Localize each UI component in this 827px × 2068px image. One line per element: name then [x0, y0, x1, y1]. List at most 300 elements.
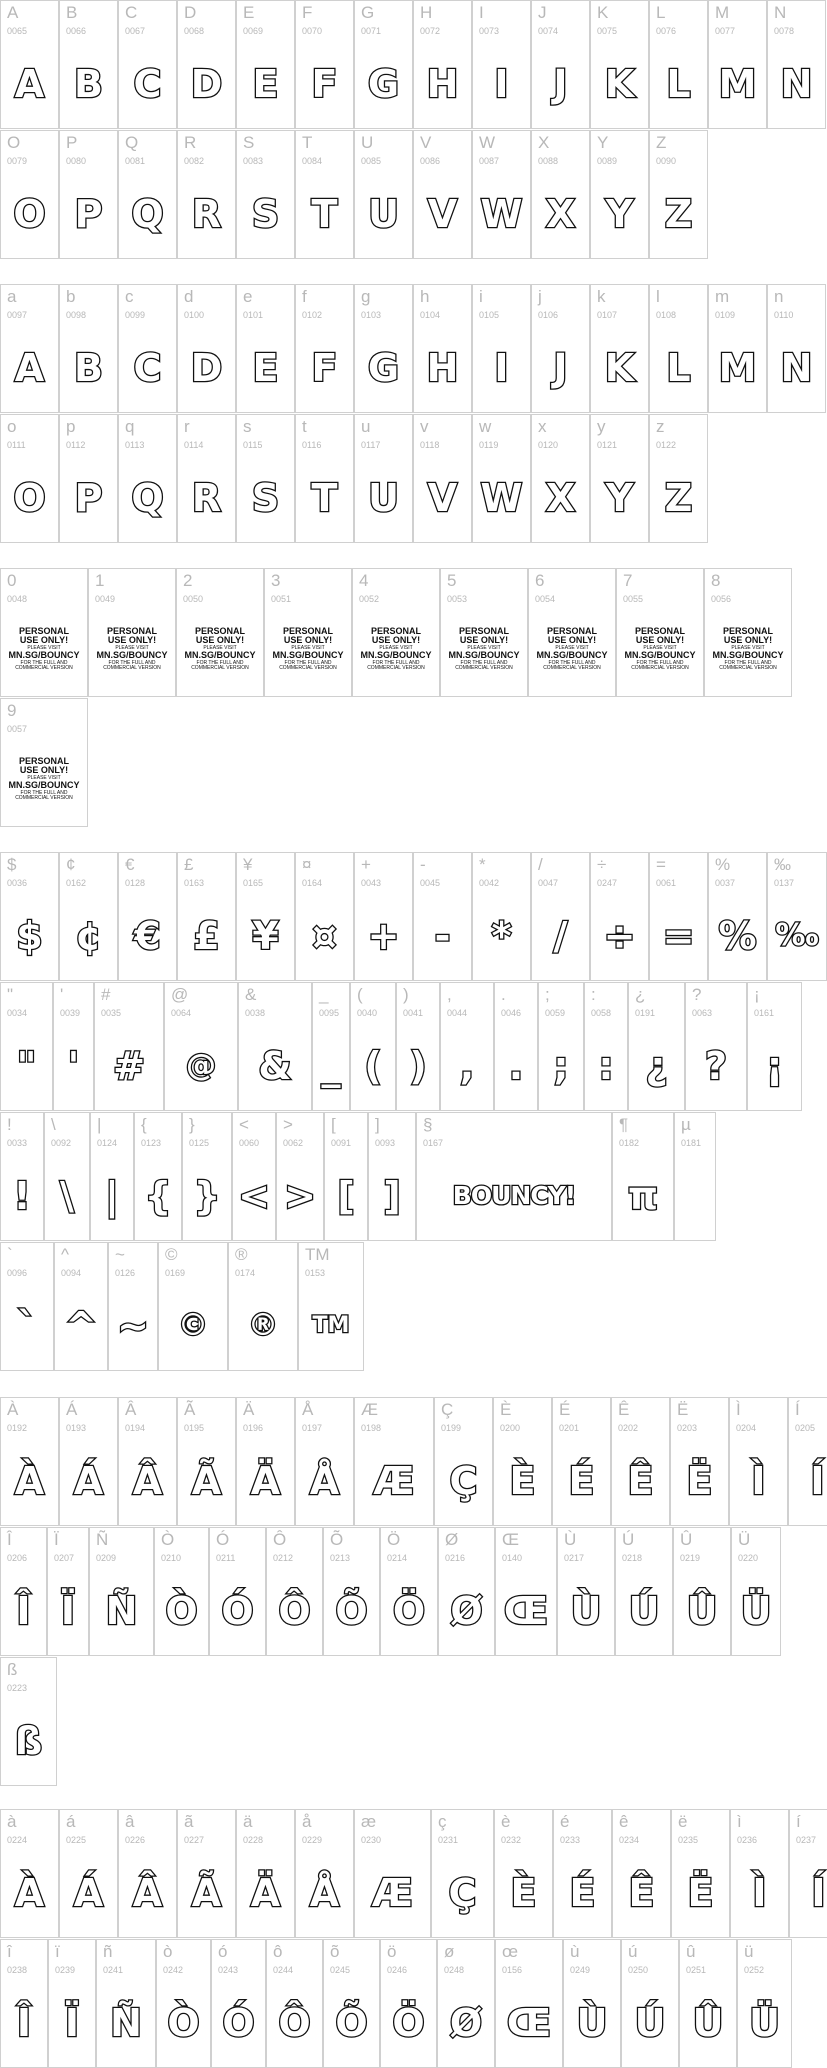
- glyph-code-label: 0140: [502, 1553, 523, 1563]
- glyph-char-label: ï: [55, 1942, 60, 1961]
- notice-line-3: PLEASE VISIT: [27, 644, 61, 651]
- glyph-cell-á-0193: [59, 1397, 118, 1526]
- glyph-char-label: E: [243, 3, 255, 22]
- glyph-code-label: 0035: [101, 1008, 122, 1018]
- glyph-preview: Æ: [371, 1870, 414, 1915]
- glyph-cell-inverted-exclamation-0161: [747, 982, 802, 1111]
- glyph-preview: ,: [459, 1043, 475, 1088]
- glyph-char-label: Ä: [243, 1400, 255, 1419]
- glyph-preview: Œ: [506, 2000, 552, 2045]
- glyph-cell-ï-0239: [48, 1939, 96, 2068]
- glyph-cell-ô-0244: [266, 1939, 323, 2068]
- glyph-preview: Ñ: [105, 1588, 138, 1633]
- glyph-char-label: ]: [375, 1115, 380, 1134]
- glyph-cell-í-0237: [789, 1809, 827, 1938]
- glyph-char-label: æ: [361, 1812, 377, 1831]
- glyph-code-label: 0218: [622, 1553, 643, 1563]
- glyph-code-label: 0110: [774, 310, 794, 320]
- glyph-preview: Á: [73, 1870, 104, 1915]
- glyph-preview: V: [427, 191, 458, 236]
- glyph-char-label: H: [420, 3, 433, 22]
- glyph-char-label: K: [597, 3, 609, 22]
- glyph-code-label: 0200: [500, 1423, 521, 1433]
- glyph-cell-m-0077: [708, 0, 767, 129]
- glyph-code-label: 0201: [559, 1423, 580, 1433]
- glyph-code-label: 0083: [243, 156, 264, 166]
- glyph-preview: Ö: [392, 1588, 426, 1633]
- glyph-code-label: 0193: [66, 1423, 87, 1433]
- glyph-char-label: Ø: [445, 1530, 459, 1549]
- glyph-cell-â-0194: [118, 1397, 177, 1526]
- glyph-char-label: ì: [737, 1812, 742, 1831]
- glyph-code-label: 0082: [184, 156, 205, 166]
- glyph-code-label: 0231: [438, 1835, 459, 1845]
- glyph-code-label: 0107: [597, 310, 618, 320]
- glyph-preview: {: [144, 1173, 172, 1218]
- glyph-code-label: 0234: [619, 1835, 640, 1845]
- glyph-preview: /: [553, 913, 568, 958]
- glyph-preview: Ë: [686, 1458, 713, 1503]
- glyph-cell-q-0113: [118, 414, 177, 543]
- glyph-char-label: W: [479, 133, 496, 152]
- glyph-preview: E: [252, 61, 279, 106]
- glyph-code-label: 0046: [501, 1008, 522, 1018]
- glyph-preview: Î: [16, 1588, 31, 1633]
- glyph-code-label: 0103: [361, 310, 382, 320]
- notice-line-1: PERSONAL: [458, 626, 509, 636]
- glyph-char-label: û: [686, 1942, 696, 1961]
- glyph-code-label: 0048: [7, 594, 28, 604]
- glyph-cell-á-0225: [59, 1809, 118, 1938]
- glyph-code-label: 0113: [125, 440, 145, 450]
- glyph-cell-e-0101: [236, 284, 295, 413]
- glyph-cell-ø-0248: [437, 1939, 495, 2068]
- glyph-cell-underscore-0095: [312, 982, 350, 1111]
- glyph-code-label: 0207: [54, 1553, 75, 1563]
- notice-line-1: PERSONAL: [634, 626, 685, 636]
- glyph-cell-bracket-close-0093: [368, 1112, 416, 1241]
- glyph-code-label: 0199: [441, 1423, 462, 1433]
- personal-use-notice: [353, 627, 439, 671]
- glyph-char-label: R: [184, 133, 197, 152]
- glyph-char-label: S: [243, 133, 255, 152]
- glyph-preview: [675, 1157, 715, 1234]
- glyph-char-label: r: [184, 417, 190, 436]
- glyph-char-label: å: [302, 1812, 312, 1831]
- glyph-cell-tilde-0126: [108, 1242, 158, 1371]
- glyph-char-label: ë: [678, 1812, 688, 1831]
- notice-line-1: PERSONAL: [370, 626, 421, 636]
- glyph-preview: L: [666, 61, 691, 106]
- notice-line-5: FOR THE FULL AND: [636, 659, 684, 666]
- glyph-char-label: ^: [61, 1245, 69, 1264]
- glyph-preview: F: [311, 61, 338, 106]
- glyph-code-label: 0085: [361, 156, 382, 166]
- glyph-cell-ß-0223: [0, 1657, 57, 1786]
- glyph-preview: W: [480, 475, 523, 520]
- glyph-char-label: -: [420, 855, 426, 874]
- glyph-code-label: 0233: [560, 1835, 581, 1845]
- glyph-code-label: 0128: [125, 878, 146, 888]
- glyph-preview: BOUNCY!: [452, 1181, 576, 1210]
- glyph-char-label: q: [125, 417, 135, 436]
- glyph-preview: C: [133, 61, 162, 106]
- glyph-char-label: ö: [387, 1942, 397, 1961]
- notice-line-4: MN.SG/BOUNCY: [8, 780, 80, 791]
- glyph-preview: ©: [178, 1307, 208, 1343]
- notice-line-6: COMMERCIAL VERSION: [15, 664, 73, 671]
- glyph-preview: Ú: [628, 1588, 660, 1633]
- notice-line-6: COMMERCIAL VERSION: [191, 664, 249, 671]
- glyph-preview: £: [193, 913, 220, 958]
- glyph-preview: Q: [131, 475, 164, 520]
- glyph-cell-semicolon-0059: [538, 982, 584, 1111]
- glyph-code-label: 0167: [423, 1138, 444, 1148]
- glyph-char-label: i: [479, 287, 483, 306]
- glyph-cell-divide-0247: [590, 852, 649, 981]
- glyph-cell-d-0068: [177, 0, 236, 129]
- personal-use-notice: [1, 627, 87, 671]
- glyph-char-label: <: [239, 1115, 249, 1134]
- glyph-char-label: 9: [7, 701, 17, 720]
- glyph-cell-õ-0213: [323, 1527, 380, 1656]
- glyph-char-label: ©: [165, 1245, 178, 1264]
- notice-line-4: MN.SG/BOUNCY: [360, 650, 432, 661]
- glyph-code-label: 0245: [330, 1965, 351, 1975]
- glyph-preview: Û: [692, 2000, 724, 2045]
- glyph-preview: U: [368, 475, 399, 520]
- notice-line-5: FOR THE FULL AND: [108, 659, 156, 666]
- glyph-char-label: g: [361, 287, 371, 306]
- glyph-char-label: I: [479, 3, 484, 22]
- glyph-code-label: 0121: [597, 440, 618, 450]
- glyph-code-label: 0055: [623, 594, 644, 604]
- glyph-char-label: Z: [656, 133, 667, 152]
- glyph-code-label: 0123: [141, 1138, 162, 1148]
- glyph-cell-x-0088: [531, 130, 590, 259]
- glyph-code-label: 0092: [51, 1138, 72, 1148]
- glyph-char-label: Ô: [273, 1530, 287, 1549]
- glyph-cell-b-0098: [59, 284, 118, 413]
- glyph-preview: Œ: [503, 1588, 549, 1633]
- glyph-char-label: è: [501, 1812, 511, 1831]
- glyph-cell-å-0229: [295, 1809, 354, 1938]
- glyph-char-label: F: [302, 3, 313, 22]
- glyph-preview: P: [74, 475, 103, 520]
- glyph-code-label: 0120: [538, 440, 559, 450]
- glyph-preview: X: [545, 191, 576, 236]
- notice-line-4: MN.SG/BOUNCY: [536, 650, 608, 661]
- glyph-preview: Ó: [221, 1588, 254, 1633]
- glyph-preview: H: [426, 61, 459, 106]
- glyph-preview: X: [545, 475, 576, 520]
- glyph-code-label: 0104: [420, 310, 441, 320]
- glyph-code-label: 0219: [680, 1553, 701, 1563]
- glyph-char-label: Y: [597, 133, 609, 152]
- glyph-preview: Â: [132, 1458, 163, 1503]
- glyph-cell-œ-0140: [495, 1527, 557, 1656]
- glyph-cell-u-0117: [354, 414, 413, 543]
- glyph-char-label: @: [171, 985, 189, 1004]
- glyph-preview: A: [14, 345, 45, 390]
- notice-line-2: USE ONLY!: [723, 635, 773, 646]
- glyph-cell-ú-0218: [615, 1527, 673, 1656]
- glyph-cell-a-0097: [0, 284, 59, 413]
- glyph-cell-ù-0249: [563, 1939, 621, 2068]
- glyph-code-label: 0100: [184, 310, 205, 320]
- glyph-char-label: à: [7, 1812, 17, 1831]
- glyph-preview: .: [508, 1043, 524, 1088]
- glyph-char-label: ;: [545, 985, 550, 1004]
- glyph-preview: ¡: [765, 1043, 784, 1088]
- glyph-cell-ê-0234: [612, 1809, 671, 1938]
- glyph-code-label: 0247: [597, 878, 618, 888]
- glyph-code-label: 0217: [564, 1553, 585, 1563]
- glyph-code-label: 0124: [97, 1138, 118, 1148]
- glyph-char-label: Û: [680, 1530, 693, 1549]
- glyph-char-label: 6: [535, 571, 545, 590]
- glyph-cell-à-0224: [0, 1809, 59, 1938]
- glyph-cell-colon-0058: [584, 982, 628, 1111]
- glyph-code-label: 0235: [678, 1835, 699, 1845]
- glyph-char-label: µ: [681, 1115, 691, 1134]
- glyph-cell-copyright-0169: [158, 1242, 228, 1371]
- glyph-cell-å-0197: [295, 1397, 354, 1526]
- glyph-char-label: a: [7, 287, 17, 306]
- notice-line-4: MN.SG/BOUNCY: [624, 650, 696, 661]
- glyph-code-label: 0105: [479, 310, 500, 320]
- notice-line-2: USE ONLY!: [371, 635, 421, 646]
- glyph-char-label: Ã: [184, 1400, 196, 1419]
- glyph-cell-é-0233: [553, 1809, 612, 1938]
- glyph-preview: =: [662, 913, 695, 958]
- glyph-char-label: G: [361, 3, 375, 22]
- glyph-cell-õ-0245: [323, 1939, 380, 2068]
- notice-line-1: PERSONAL: [282, 626, 333, 636]
- glyph-char-label: ‰: [774, 855, 791, 874]
- glyph-code-label: 0181: [681, 1138, 702, 1148]
- notice-line-2: USE ONLY!: [635, 635, 685, 646]
- glyph-preview: B: [74, 61, 103, 106]
- glyph-code-label: 0116: [302, 440, 322, 450]
- notice-line-3: PLEASE VISIT: [291, 644, 325, 651]
- glyph-cell-paren-open-0040: [350, 982, 396, 1111]
- glyph-code-label: 0061: [656, 878, 677, 888]
- glyph-char-label: P: [66, 133, 78, 152]
- glyph-code-label: 0250: [628, 1965, 649, 1975]
- glyph-cell-pound-0163: [177, 852, 236, 981]
- glyph-cell-ç-0199: [434, 1397, 493, 1526]
- glyph-code-label: 0042: [479, 878, 500, 888]
- glyph-preview: T: [311, 191, 338, 236]
- glyph-preview: ): [409, 1043, 427, 1088]
- glyph-code-label: 0039: [60, 1008, 81, 1018]
- glyph-cell-m-0109: [708, 284, 767, 413]
- glyph-preview: ^: [65, 1303, 97, 1348]
- glyph-code-label: 0049: [95, 594, 116, 604]
- glyph-char-label: .: [501, 985, 506, 1004]
- glyph-char-label: U: [361, 133, 374, 152]
- glyph-char-label: ä: [243, 1812, 253, 1831]
- glyph-code-label: 0034: [7, 1008, 28, 1018]
- glyph-cell-k-0075: [590, 0, 649, 129]
- glyph-cell-ö-0246: [380, 1939, 437, 2068]
- personal-use-notice: [705, 627, 791, 671]
- glyph-char-label: Ò: [161, 1530, 175, 1549]
- notice-line-4: MN.SG/BOUNCY: [448, 650, 520, 661]
- glyph-cell-ampersand-0038: [238, 982, 312, 1111]
- glyph-preview: O: [13, 475, 46, 520]
- glyph-char-label: 7: [623, 571, 633, 590]
- glyph-preview: Â: [132, 1870, 163, 1915]
- glyph-preview: (: [364, 1043, 382, 1088]
- glyph-char-label: Ç: [441, 1400, 454, 1419]
- glyph-char-label: É: [559, 1400, 571, 1419]
- glyph-char-label: ¡: [754, 985, 760, 1004]
- notice-line-1: PERSONAL: [18, 756, 69, 766]
- notice-line-4: MN.SG/BOUNCY: [712, 650, 784, 661]
- glyph-cell-l-0076: [649, 0, 708, 129]
- glyph-preview: Î: [16, 2000, 32, 2045]
- glyph-cell-q-0081: [118, 130, 177, 259]
- glyph-cell-é-0201: [552, 1397, 611, 1526]
- notice-line-4: MN.SG/BOUNCY: [184, 650, 256, 661]
- glyph-char-label: ¢: [66, 855, 76, 874]
- glyph-char-label: Ë: [677, 1400, 689, 1419]
- notice-line-3: PLEASE VISIT: [203, 644, 237, 651]
- glyph-preview: <: [238, 1173, 270, 1218]
- glyph-cell-ò-0242: [156, 1939, 211, 2068]
- glyph-cell-z-0122: [649, 414, 708, 543]
- glyph-cell-ú-0250: [621, 1939, 679, 2068]
- glyph-cell-i-0105: [472, 284, 531, 413]
- glyph-cell-ñ-0209: [89, 1527, 154, 1656]
- glyph-code-label: 0090: [656, 156, 677, 166]
- glyph-preview: ß: [14, 1718, 43, 1763]
- glyph-cell-ø-0216: [438, 1527, 495, 1656]
- glyph-cell-d-0100: [177, 284, 236, 413]
- notice-line-5: FOR THE FULL AND: [284, 659, 332, 666]
- glyph-preview: O: [13, 191, 46, 236]
- glyph-code-label: 0205: [795, 1423, 816, 1433]
- glyph-char-label: Í: [795, 1400, 800, 1419]
- glyph-cell-t-0116: [295, 414, 354, 543]
- glyph-preview: J: [553, 345, 568, 390]
- glyph-char-label: J: [538, 3, 547, 22]
- glyph-char-label: #: [101, 985, 111, 1004]
- glyph-char-label: (: [357, 985, 363, 1004]
- glyph-cell-dollar-0036: [0, 852, 59, 981]
- personal-use-notice: [529, 627, 615, 671]
- glyph-char-label: È: [500, 1400, 512, 1419]
- glyph-cell-u-0085: [354, 130, 413, 259]
- glyph-code-label: 0050: [183, 594, 204, 604]
- glyph-cell-minus-0045: [413, 852, 472, 981]
- glyph-code-label: 0114: [184, 440, 204, 450]
- glyph-char-label: Ï: [54, 1530, 59, 1549]
- glyph-code-label: 0106: [538, 310, 559, 320]
- glyph-char-label: ü: [744, 1942, 754, 1961]
- glyph-char-label: Ù: [564, 1530, 577, 1549]
- glyph-char-label: $: [7, 855, 17, 874]
- glyph-cell-0-0048: [0, 568, 88, 697]
- glyph-cell-inverted-question-0191: [628, 982, 685, 1111]
- notice-line-5: FOR THE FULL AND: [548, 659, 596, 666]
- personal-use-notice: [177, 627, 263, 671]
- glyph-code-label: 0223: [7, 1683, 28, 1693]
- glyph-preview: É: [569, 1870, 596, 1915]
- glyph-char-label: h: [420, 287, 430, 306]
- glyph-char-label: o: [7, 417, 17, 436]
- glyph-code-label: 0063: [692, 1008, 713, 1018]
- glyph-preview: ]: [383, 1173, 401, 1218]
- glyph-char-label: Ö: [387, 1530, 401, 1549]
- glyph-char-label: ?: [692, 985, 702, 1004]
- glyph-code-label: 0078: [774, 26, 795, 36]
- glyph-preview: %: [718, 913, 757, 958]
- glyph-char-label: £: [184, 855, 194, 874]
- glyph-char-label: Ú: [622, 1530, 635, 1549]
- glyph-char-label: Ó: [216, 1530, 230, 1549]
- glyph-char-label: À: [7, 1400, 19, 1419]
- glyph-char-label: Á: [66, 1400, 78, 1419]
- glyph-cell-c-0067: [118, 0, 177, 129]
- glyph-char-label: j: [538, 287, 542, 306]
- glyph-char-label: L: [656, 3, 666, 22]
- notice-line-4: MN.SG/BOUNCY: [272, 650, 344, 661]
- glyph-char-label: b: [66, 287, 76, 306]
- glyph-cell-p-0112: [59, 414, 118, 543]
- glyph-char-label: ¿: [635, 985, 646, 1004]
- glyph-preview: ': [67, 1043, 80, 1088]
- glyph-preview: Ê: [627, 1458, 654, 1503]
- glyph-char-label: ¥: [243, 855, 253, 874]
- glyph-char-label: Ê: [618, 1400, 630, 1419]
- glyph-preview: P: [74, 191, 103, 236]
- glyph-cell-v-0086: [413, 130, 472, 259]
- glyph-preview: Ú: [634, 2000, 666, 2045]
- glyph-preview: ÷: [603, 913, 636, 958]
- glyph-code-label: 0225: [66, 1835, 87, 1845]
- glyph-char-label: y: [597, 417, 606, 436]
- glyph-code-label: 0097: [7, 310, 28, 320]
- glyph-cell-percent-0037: [708, 852, 767, 981]
- glyph-preview: K: [604, 345, 635, 390]
- glyph-code-label: 0051: [271, 594, 292, 604]
- glyph-cell-o-0079: [0, 130, 59, 259]
- glyph-code-label: 0073: [479, 26, 500, 36]
- glyph-cell-à-0192: [0, 1397, 59, 1526]
- glyph-preview: Ø: [450, 1588, 483, 1633]
- glyph-char-label: }: [189, 1115, 195, 1134]
- glyph-code-label: 0249: [570, 1965, 591, 1975]
- glyph-char-label: `: [7, 1245, 13, 1264]
- glyph-preview: È: [509, 1458, 536, 1503]
- glyph-cell-equals-0061: [649, 852, 708, 981]
- glyph-preview: +: [367, 913, 400, 958]
- glyph-cell-î-0206: [0, 1527, 47, 1656]
- glyph-char-label: s: [243, 417, 252, 436]
- glyph-code-label: 0047: [538, 878, 559, 888]
- glyph-code-label: 0075: [597, 26, 618, 36]
- glyph-cell-w-0087: [472, 130, 531, 259]
- glyph-preview: π: [627, 1173, 659, 1218]
- glyph-char-label: T: [302, 133, 313, 152]
- glyph-code-label: 0074: [538, 26, 559, 36]
- glyph-preview: É: [568, 1458, 595, 1503]
- glyph-preview: Z: [664, 475, 693, 520]
- glyph-char-label: f: [302, 287, 307, 306]
